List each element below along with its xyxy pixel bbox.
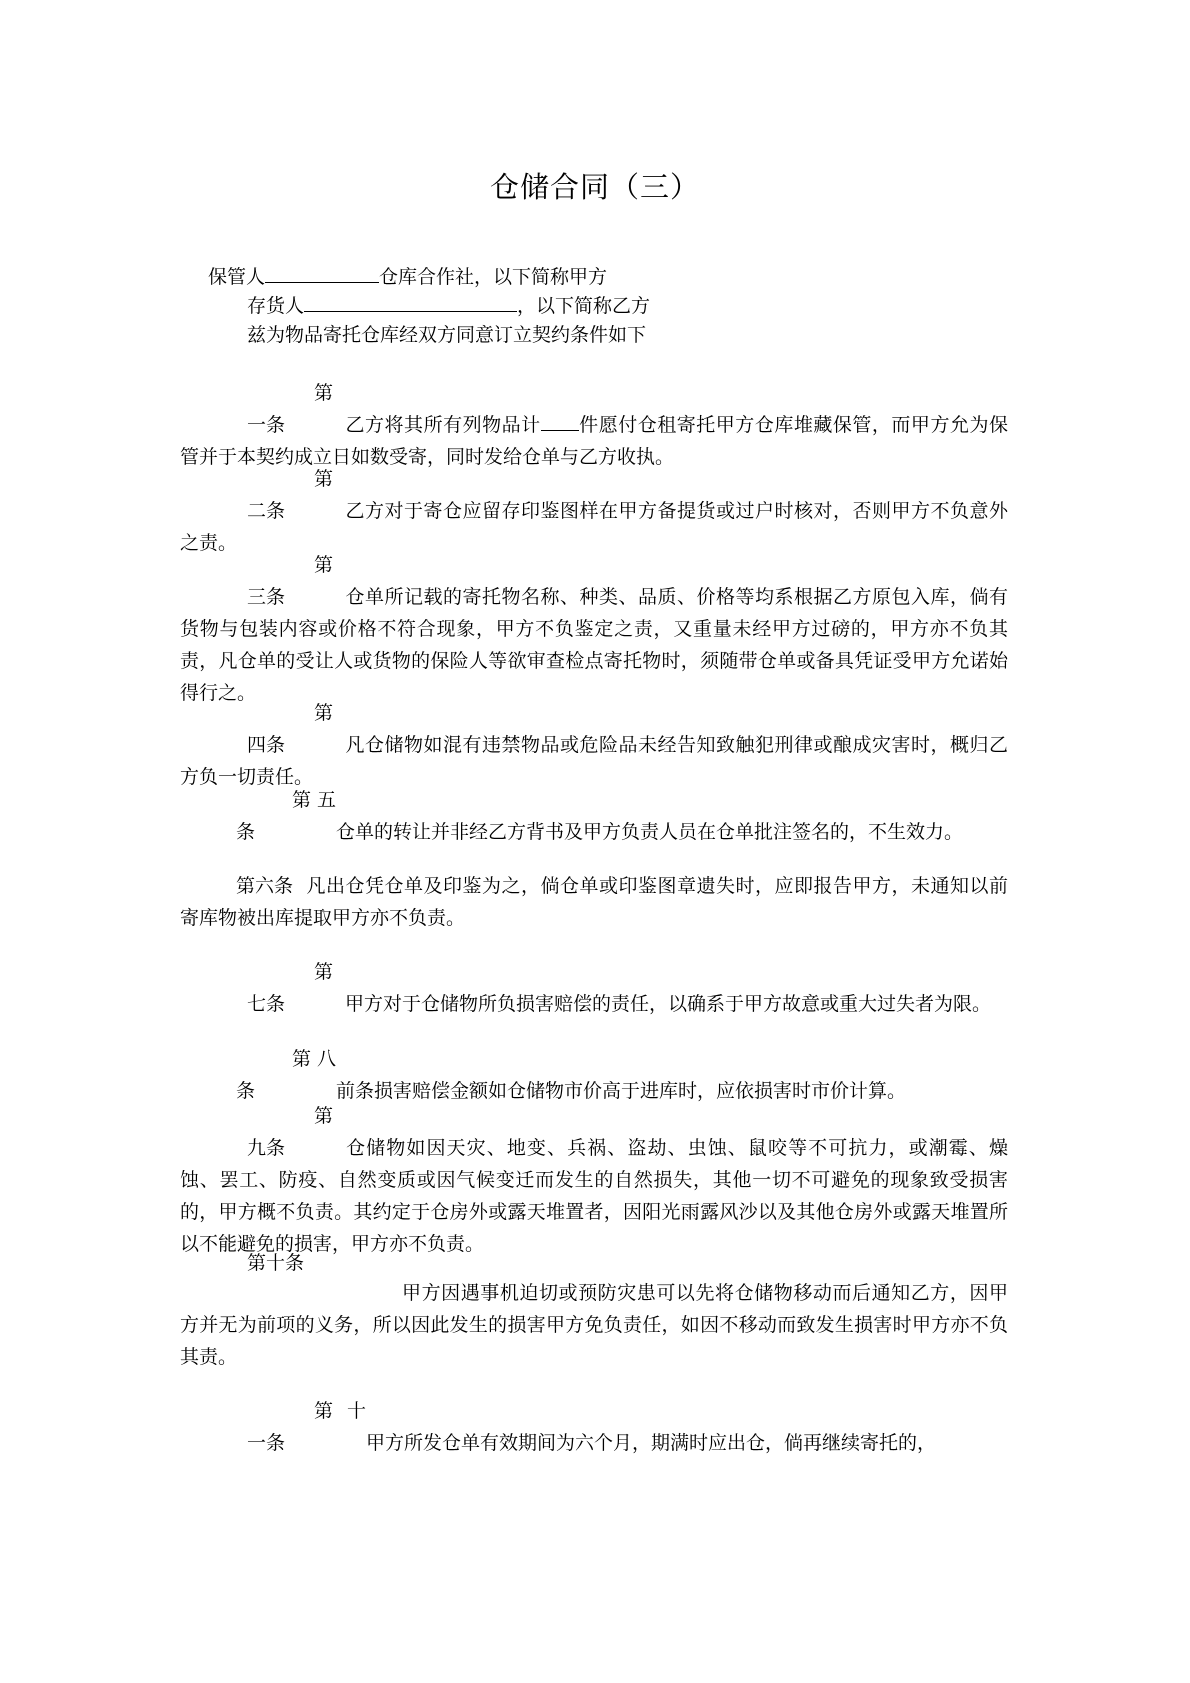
article-10-text: 甲方因遇事机迫切或预防灾患可以先将仓储物移动而后通知乙方，因甲方并无为前项的义务，所以因此发生的损害甲方免负责任，如因不移动而致发生损害时甲方亦不负其责。 bbox=[180, 1282, 1008, 1368]
keeper-suffix: 仓库合作社，以下简称甲方 bbox=[379, 266, 608, 288]
article-2-label: 第二条 bbox=[247, 468, 334, 522]
article-6-text: 凡出仓凭仓单及印鉴为之，倘仓单或印鉴图章遗失时，应即报告甲方，未通知以前寄库物被出库提取甲方亦不负责。 bbox=[180, 875, 1008, 929]
article-2-text: 乙方对于寄仓应留存印鉴图样在甲方备提货或过户时核对，否则甲方不负意外之责。 bbox=[180, 500, 1008, 554]
article-11-label: 第十一条 bbox=[247, 1400, 366, 1454]
article-1-quantity-blank bbox=[541, 412, 579, 431]
article-11 bbox=[180, 1395, 1008, 1459]
keeper-prefix: 保管人 bbox=[208, 266, 266, 288]
article-3-text: 仓单所记载的寄托物名称、种类、品质、价格等均系根据乙方原包入库，倘有货物与包装内容或价格不符合现象，甲方不负鉴定之责，又重量未经甲方过磅的，甲方亦不负其责，凡仓单的受让人或货物的保险人等欲审查检点寄托物时，须随带仓单或备具凭证受甲方允诺始得行之。 bbox=[180, 586, 1008, 704]
article-4-text: 凡仓储物如混有违禁物品或危险品未经告知致触犯刑律或酿成灾害时，概归乙方负一切责任。 bbox=[180, 734, 1008, 788]
article-1-text-a: 乙方将其所有列物品计 bbox=[345, 414, 541, 436]
article-8 bbox=[180, 1043, 1008, 1107]
article-5-text: 仓单的转让并非经乙方背书及甲方负责人员在仓单批注签名的，不生效力。 bbox=[336, 821, 964, 843]
article-6-label: 第六条 bbox=[236, 875, 294, 897]
document-title: 仓储合同（三） bbox=[489, 170, 700, 204]
keeper-line bbox=[208, 264, 607, 290]
article-1-label: 第一条 bbox=[247, 382, 334, 436]
article-8-label: 第八条 bbox=[236, 1048, 336, 1102]
article-9 bbox=[180, 1100, 1008, 1260]
article-10-label: 第十条 bbox=[247, 1252, 305, 1274]
article-1 bbox=[180, 377, 1008, 473]
article-4 bbox=[180, 697, 1008, 793]
article-6 bbox=[180, 870, 1008, 934]
depositor-suffix: ，以下简称乙方 bbox=[517, 295, 651, 317]
article-2 bbox=[180, 463, 1008, 559]
preamble: 兹为物品寄托仓库经双方同意订立契约条件如下 bbox=[247, 324, 647, 346]
article-10 bbox=[180, 1277, 1008, 1373]
keeper-name-blank bbox=[265, 264, 379, 283]
article-7-text: 甲方对于仓储物所负损害赔偿的责任，以确系于甲方故意或重大过失者为限。 bbox=[345, 993, 992, 1015]
article-3-label: 第三条 bbox=[247, 554, 334, 608]
article-9-label: 第九条 bbox=[247, 1105, 334, 1159]
depositor-prefix: 存货人 bbox=[247, 295, 305, 317]
article-4-label: 第四条 bbox=[247, 702, 334, 756]
article-9-text: 仓储物如因天灾、地变、兵祸、盗劫、虫蚀、鼠咬等不可抗力，或潮霉、燥蚀、罢工、防疫、自然变质或因气候变迁而发生的自然损失，其他一切不可避免的现象致受损害的，甲方概不负责。其约定于仓房外或露天堆置者，因阳光雨露风沙以及其他仓房外或露天堆置所以不能避免的损害，甲方亦不负责。 bbox=[180, 1137, 1008, 1255]
article-7 bbox=[180, 956, 1008, 1020]
article-5-label: 第五条 bbox=[236, 789, 336, 843]
article-7-label: 第七条 bbox=[247, 961, 334, 1015]
article-11-text: 甲方所发仓单有效期间为六个月，期满时应出仓，倘再继续寄托的， bbox=[366, 1432, 937, 1454]
article-8-text: 前条损害赔偿金额如仓储物市价高于进库时，应依损害时市价计算。 bbox=[336, 1080, 907, 1102]
article-1-text-b: 件愿付仓租寄托甲方仓库堆藏保管，而甲方允为保管并于本契约成立日如数受寄，同时发给仓单与乙方收执。 bbox=[180, 414, 1008, 468]
depositor-name-blank bbox=[304, 293, 517, 312]
article-5 bbox=[180, 784, 1008, 848]
depositor-line bbox=[247, 293, 650, 319]
article-3 bbox=[180, 549, 1008, 709]
